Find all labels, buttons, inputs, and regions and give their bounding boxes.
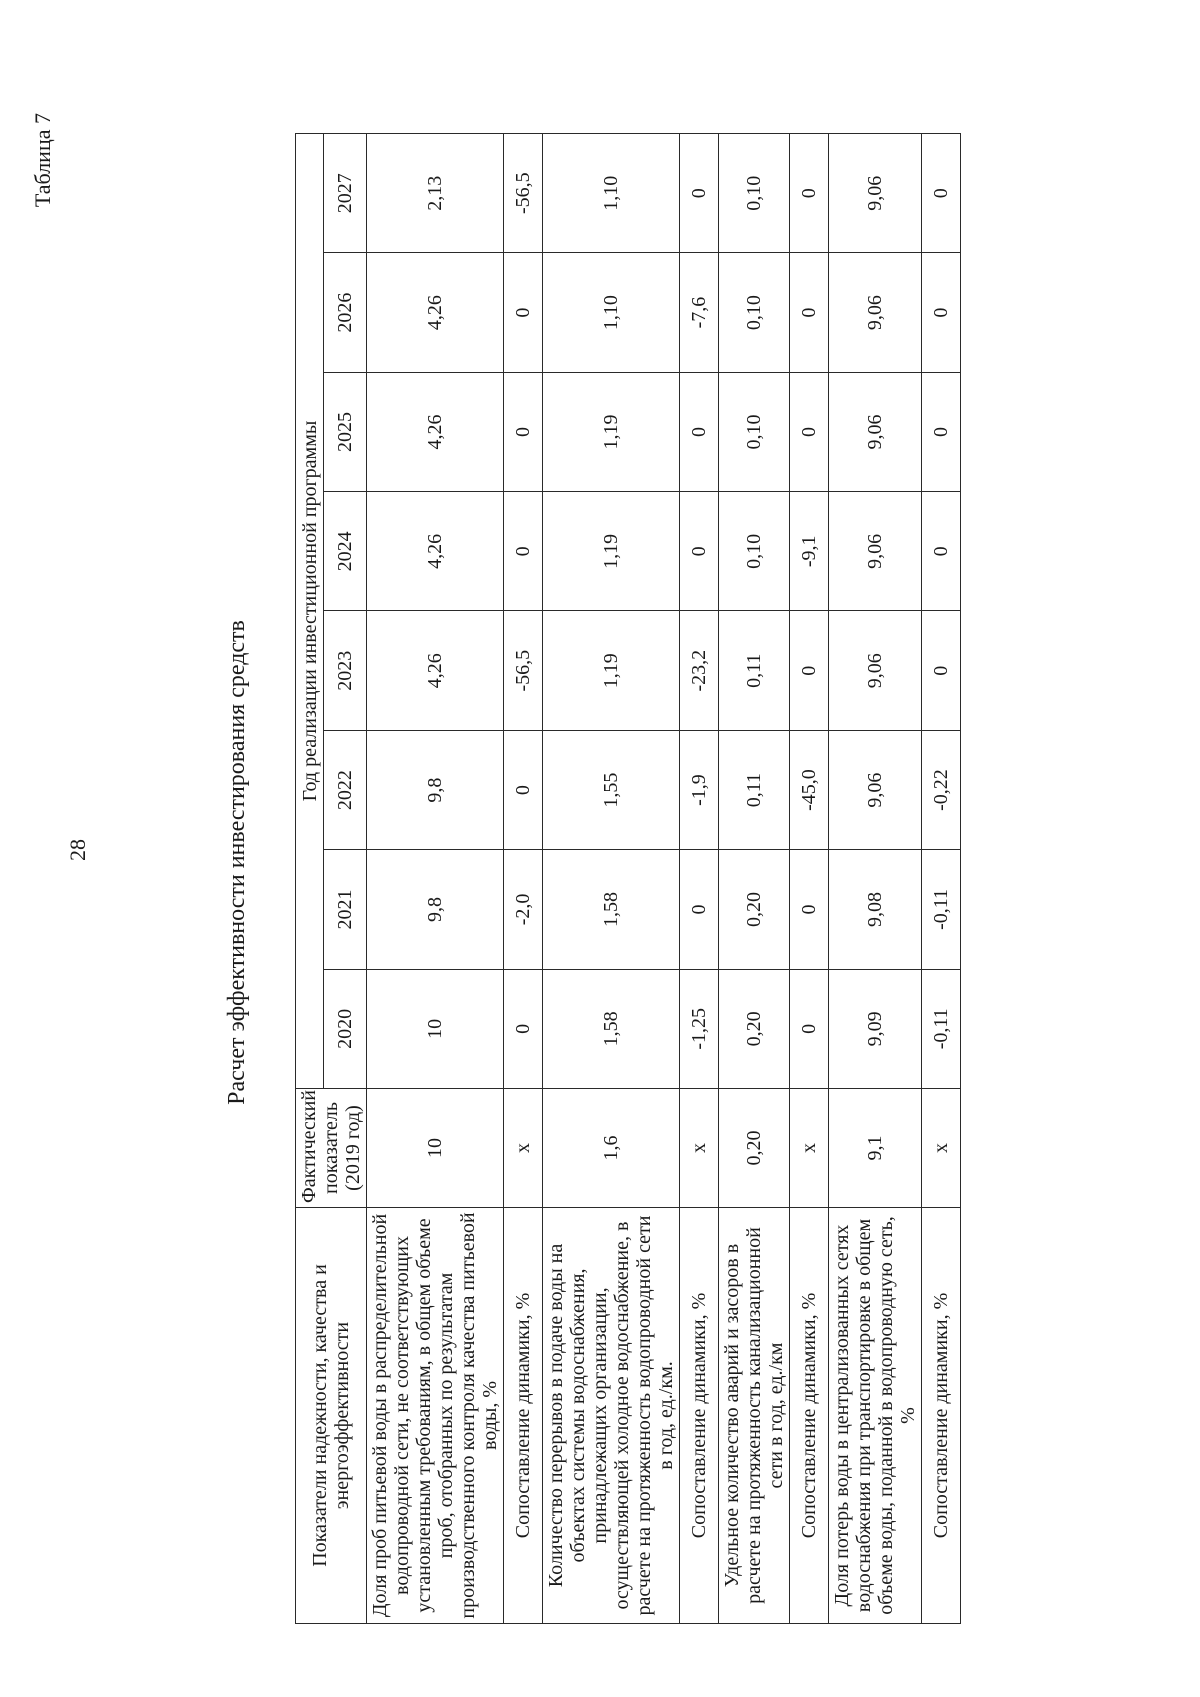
row-value: 0: [790, 134, 829, 253]
row-value: 1,10: [543, 134, 680, 253]
row-value: 0: [504, 372, 543, 491]
row-value: -9,1: [790, 492, 829, 611]
row-indicator: Доля потерь воды в централизованных сетях водоснабжения при транспортировке в общем объеме воды, поданной в водопроводную сеть, %: [829, 1208, 922, 1624]
row-value: 9,8: [367, 850, 504, 969]
row-actual: х: [922, 1089, 961, 1208]
row-value: -56,5: [504, 134, 543, 253]
row-value: -1,9: [680, 730, 719, 849]
row-indicator: Сопоставление динамики, %: [922, 1208, 961, 1624]
row-actual: х: [790, 1089, 829, 1208]
header-year: 2026: [324, 253, 367, 372]
row-indicator: Сопоставление динамики, %: [680, 1208, 719, 1624]
row-value: 4,26: [367, 253, 504, 372]
row-actual: 9,1: [829, 1089, 922, 1208]
table-row: [367, 134, 504, 1624]
row-value: 0: [790, 372, 829, 491]
row-value: 4,26: [367, 372, 504, 491]
row-value: -2,0: [504, 850, 543, 969]
row-actual: 0,20: [719, 1089, 790, 1208]
row-value: -56,5: [504, 611, 543, 730]
row-value: 1,55: [543, 730, 680, 849]
row-value: 0: [790, 611, 829, 730]
table-title: Расчет эффективности инвестирования средств: [224, 620, 250, 1105]
row-value: 4,26: [367, 611, 504, 730]
row-value: -0,11: [922, 850, 961, 969]
row-value: 9,06: [829, 730, 922, 849]
row-value: 1,19: [543, 611, 680, 730]
row-value: 0: [922, 253, 961, 372]
row-value: 9,06: [829, 611, 922, 730]
table-row: [543, 134, 680, 1624]
header-years-group: Год реализации инвестиционной программы: [296, 134, 324, 1089]
row-value: 0,10: [719, 492, 790, 611]
row-value: 0,10: [719, 253, 790, 372]
row-value: 0: [504, 253, 543, 372]
row-value: 0: [680, 492, 719, 611]
row-value: -7,6: [680, 253, 719, 372]
table-caption: Таблица 7: [30, 113, 55, 208]
row-value: 0,10: [719, 134, 790, 253]
row-value: 0,11: [719, 611, 790, 730]
row-actual: 10: [367, 1089, 504, 1208]
row-value: 9,06: [829, 134, 922, 253]
row-value: 0: [922, 372, 961, 491]
row-value: 0: [922, 611, 961, 730]
row-value: 0,10: [719, 372, 790, 491]
header-actual: Фактический показатель (2019 год): [296, 1089, 367, 1208]
row-value: -45,0: [790, 730, 829, 849]
row-value: 0: [790, 850, 829, 969]
header-year: 2022: [324, 730, 367, 849]
row-value: -23,2: [680, 611, 719, 730]
row-value: 0: [680, 134, 719, 253]
row-value: -0,22: [922, 730, 961, 849]
row-value: 0: [504, 969, 543, 1088]
row-value: 9,08: [829, 850, 922, 969]
table-header-row: [296, 134, 324, 1624]
table-row: [504, 134, 543, 1624]
row-value: 9,06: [829, 372, 922, 491]
row-value: 9,09: [829, 969, 922, 1088]
row-value: 0: [504, 492, 543, 611]
row-actual: 1,6: [543, 1089, 680, 1208]
row-value: 0: [922, 492, 961, 611]
row-value: -1,25: [680, 969, 719, 1088]
row-value: 1,19: [543, 492, 680, 611]
row-value: -0,11: [922, 969, 961, 1088]
row-value: 0,11: [719, 730, 790, 849]
row-value: 4,26: [367, 492, 504, 611]
rotated-landscape-content: [0, 75, 952, 1650]
row-value: 0: [680, 850, 719, 969]
header-year: 2023: [324, 611, 367, 730]
row-indicator: Сопоставление динамики, %: [790, 1208, 829, 1624]
header-year: 2025: [324, 372, 367, 491]
row-value: 0,20: [719, 850, 790, 969]
row-indicator: Количество перерывов в подаче воды на объектах системы водоснабжения, принадлежащих организации, осуществляющей холодное водоснабжение, в расчете на протяженность водопроводной сети в год, ед./км.: [543, 1208, 680, 1624]
row-value: 1,58: [543, 850, 680, 969]
table-row: [680, 134, 719, 1624]
row-value: 2,13: [367, 134, 504, 253]
header-year: 2027: [324, 134, 367, 253]
header-year: 2021: [324, 850, 367, 969]
row-actual: х: [504, 1089, 543, 1208]
row-indicator: Доля проб питьевой воды в распределительной водопроводной сети, не соответствующих установленным требованиям, в общем объеме проб, отобранных по результатам производственного контроля качества питьевой воды, %: [367, 1208, 504, 1624]
row-value: 9,06: [829, 492, 922, 611]
row-value: 0: [504, 730, 543, 849]
row-value: 9,06: [829, 253, 922, 372]
header-year: 2020: [324, 969, 367, 1088]
row-value: 1,19: [543, 372, 680, 491]
row-value: 0,20: [719, 969, 790, 1088]
row-value: 1,58: [543, 969, 680, 1088]
table-row: [719, 134, 790, 1624]
row-value: 0: [790, 253, 829, 372]
row-value: 9,8: [367, 730, 504, 849]
header-indicator: Показатели надежности, качества и энергоэффективности: [296, 1208, 367, 1624]
efficiency-table: [295, 133, 961, 1624]
page-number: 28: [65, 839, 90, 861]
row-actual: х: [680, 1089, 719, 1208]
header-year: 2024: [324, 492, 367, 611]
row-value: 10: [367, 969, 504, 1088]
row-value: 0: [790, 969, 829, 1088]
table-row: [922, 134, 961, 1624]
table-row: [790, 134, 829, 1624]
table-row: [829, 134, 922, 1624]
row-value: 0: [922, 134, 961, 253]
row-indicator: Сопоставление динамики, %: [504, 1208, 543, 1624]
row-indicator: Удельное количество аварий и засоров в расчете на протяженность канализационной сети в год, ед./км: [719, 1208, 790, 1624]
row-value: 1,10: [543, 253, 680, 372]
row-value: 0: [680, 372, 719, 491]
